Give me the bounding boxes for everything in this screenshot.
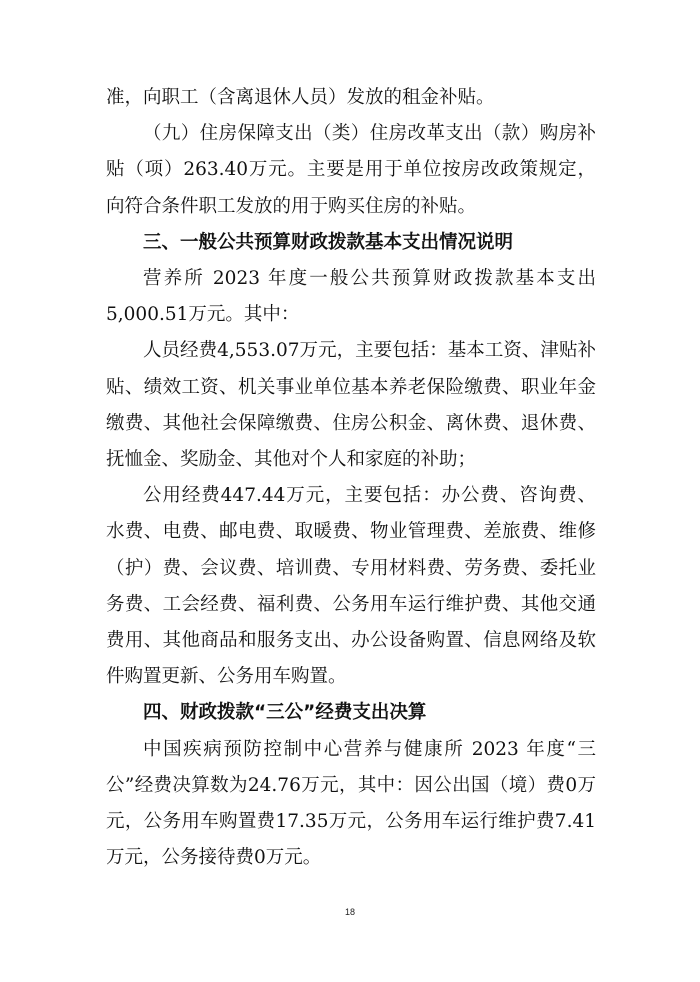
paragraph-three-public-expenses: 中国疾病预防控制中心营养与健康所 2023 年度“三公”经费决算数为24.76万元，其中：因公出国（境）费0万元，公务用车购置费17.35万元，公务用车运行维护费7.41万元，公务接待费0万元。 (106, 738, 596, 869)
document-body (106, 80, 596, 876)
paragraph-basic-expenditure-total: 营养所 2023 年度一般公共预算财政拨款基本支出5,000.51万元。其中： (106, 268, 596, 326)
paragraph-public-expenses: 公用经费447.44万元，主要包括：办公费、咨询费、水费、电费、邮电费、取暖费、物业管理费、差旅费、维修（护）费、会议费、培训费、专用材料费、劳务费、委托业务费、工会经费、福利费、公务用车运行维护费、其他交通费用、其他商品和服务支出、办公设备购置、信息网络及软件购置更新、公务用车购置。 (106, 485, 596, 688)
page-number: 18 (344, 907, 355, 917)
paragraph-rent-subsidy-end: 准，向职工（含离退休人员）发放的租金补贴。 (106, 87, 495, 108)
paragraph-housing-purchase-subsidy: （九）住房保障支出（类）住房改革支出（款）购房补贴（项）263.40万元。主要是用于单位按房改政策规定，向符合条件职工发放的用于购买住房的补贴。 (106, 123, 596, 217)
paragraph-personnel-expenses: 人员经费4,553.07万元，主要包括：基本工资、津贴补贴、绩效工资、机关事业单位基本养老保险缴费、职业年金缴费、其他社会保障缴费、住房公积金、离休费、退休费、抚恤金、奖励金、其他对个人和家庭的补助； (106, 340, 596, 471)
section-heading-three-public-expenses: 四、财政拨款“三公”经费支出决算 (143, 702, 427, 724)
section-heading-basic-expenditure: 三、一般公共预算财政拨款基本支出情况说明 (143, 231, 514, 253)
